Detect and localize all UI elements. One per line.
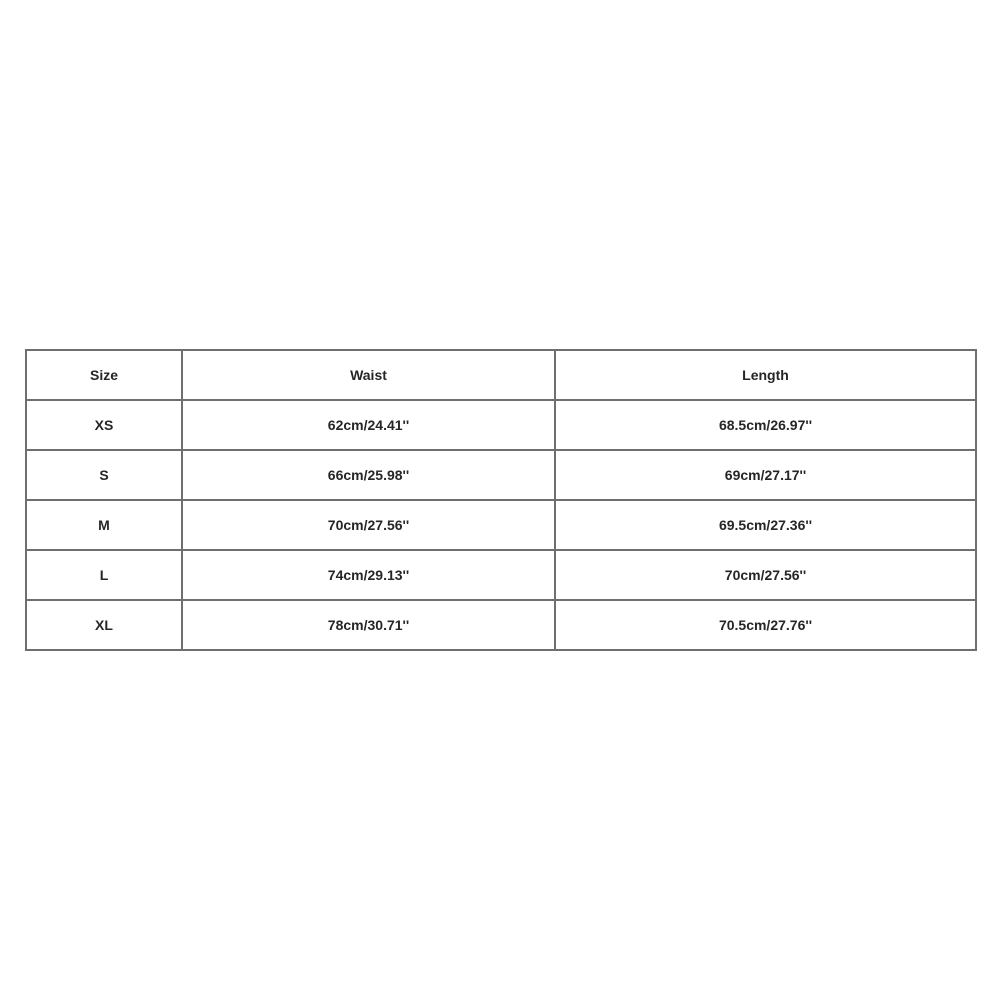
cell-size: XL	[26, 600, 182, 650]
cell-size: S	[26, 450, 182, 500]
cell-waist: 62cm/24.41''	[182, 400, 555, 450]
table-header-row	[26, 350, 976, 400]
cell-waist: 66cm/25.98''	[182, 450, 555, 500]
table-row	[26, 450, 976, 500]
table-row	[26, 550, 976, 600]
cell-length: 68.5cm/26.97''	[555, 400, 976, 450]
cell-length: 69cm/27.17''	[555, 450, 976, 500]
table-row	[26, 600, 976, 650]
cell-waist: 70cm/27.56''	[182, 500, 555, 550]
cell-length: 69.5cm/27.36''	[555, 500, 976, 550]
cell-waist: 74cm/29.13''	[182, 550, 555, 600]
cell-size: XS	[26, 400, 182, 450]
cell-waist: 78cm/30.71''	[182, 600, 555, 650]
header-waist: Waist	[182, 350, 555, 400]
header-length: Length	[555, 350, 976, 400]
size-chart-table	[25, 349, 977, 651]
cell-size: L	[26, 550, 182, 600]
cell-length: 70cm/27.56''	[555, 550, 976, 600]
table-row	[26, 500, 976, 550]
cell-length: 70.5cm/27.76''	[555, 600, 976, 650]
cell-size: M	[26, 500, 182, 550]
table-row	[26, 400, 976, 450]
header-size: Size	[26, 350, 182, 400]
